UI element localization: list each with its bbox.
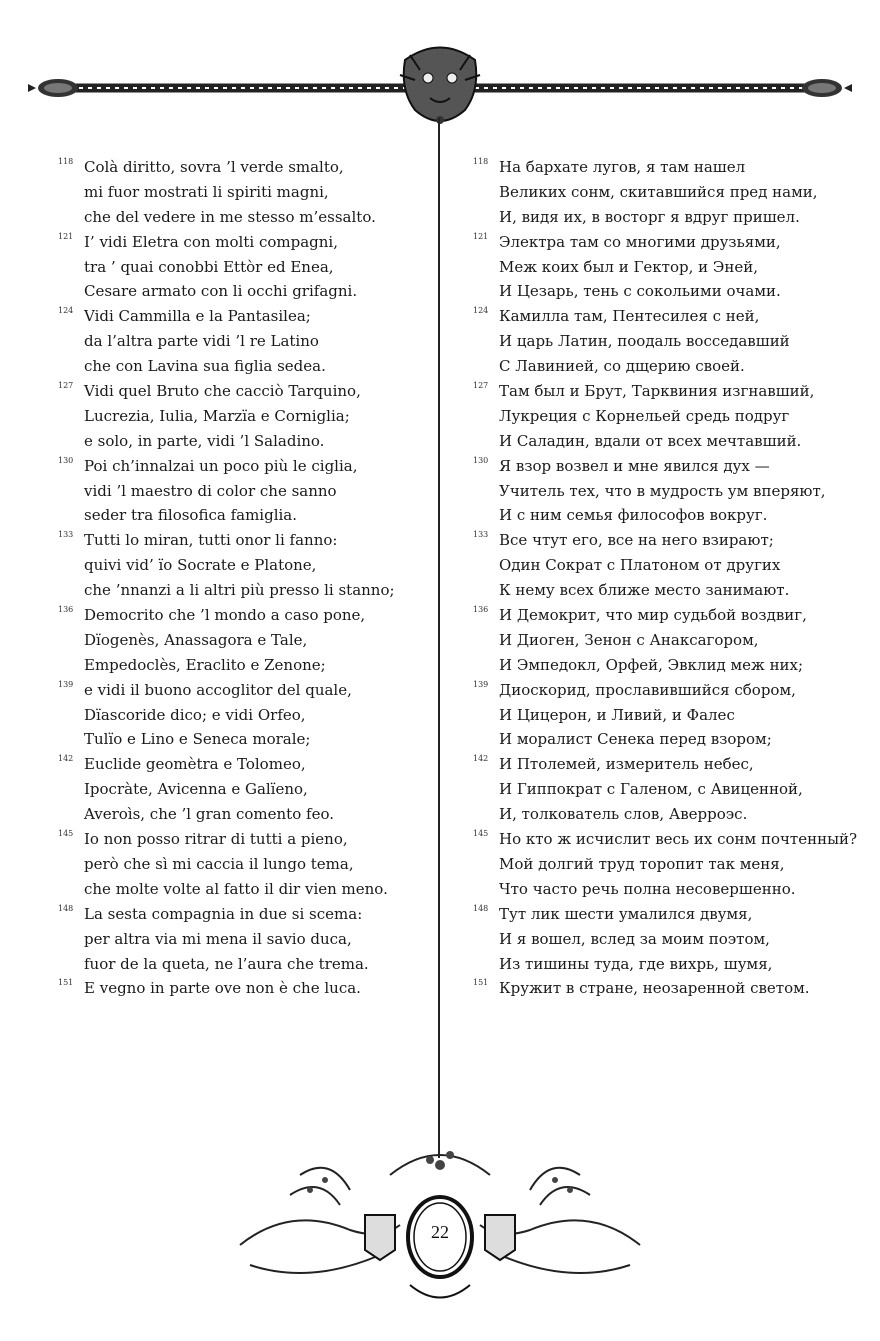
verse-line [473, 603, 853, 628]
verse-line [473, 354, 853, 379]
verse-text: Там был и Брут, Тарквиния изгнавший, [499, 382, 815, 401]
page-number: 22 [431, 1222, 449, 1242]
verse-text: Что часто речь полна несовершенно. [499, 879, 796, 898]
header-ornament [0, 40, 880, 140]
verse-text: И Цицерон, и Ливий, и Фалес [499, 705, 735, 724]
line-number: 139 [58, 679, 74, 689]
verse-line [473, 802, 853, 827]
verse-line [58, 205, 418, 230]
verse-text: e vidi il buono accoglitor del quale, [84, 680, 352, 699]
line-number: 145 [473, 829, 489, 839]
verse-text: che ’nnanzi a li altri più presso li stanno; [84, 581, 395, 600]
verse-text: Euclide geomètra e Tolomeo, [84, 755, 306, 774]
line-number: 139 [473, 679, 489, 689]
verse-line [473, 678, 853, 703]
line-number: 121 [58, 231, 74, 241]
verse-text: И Эмпедокл, Орфей, Эвклид меж них; [499, 655, 804, 674]
verse-line [58, 952, 418, 977]
verse-text: da l’altra parte vidi ’l re Latino [84, 332, 319, 351]
verse-text: Averoìs, che ’l gran comento feo. [84, 805, 334, 824]
verse-line [58, 279, 418, 304]
line-number: 148 [473, 903, 489, 913]
line-number: 127 [473, 381, 489, 391]
verse-text: La sesta compagnia in due si scema: [84, 904, 363, 923]
verse-line [473, 852, 853, 877]
russian-text-column [473, 155, 858, 1001]
verse-line [58, 628, 418, 653]
verse-text: Tulïo e Lino e Seneca morale; [84, 730, 311, 749]
verse-text: Colà diritto, sovra ’l verde smalto, [84, 158, 344, 176]
verse-text: Empedoclès, Eraclito e Zenone; [84, 655, 326, 674]
verse-line [58, 454, 418, 479]
verse-text: Но кто ж исчислит весь их сонм почтенный? [499, 830, 858, 849]
verse-line [58, 877, 418, 902]
verse-text: mi fuor mostrati li spiriti magni, [84, 182, 329, 201]
verse-line [473, 329, 853, 354]
verse-text: Tutti lo miran, tutti onor li fanno: [84, 531, 338, 550]
verse-line [473, 927, 853, 952]
verse-line [58, 802, 418, 827]
verse-line [473, 230, 853, 255]
verse-line [473, 503, 853, 528]
verse-text: Lucrezia, Iulia, Marzïa e Corniglia; [84, 406, 350, 425]
verse-text: И Саладин, вдали от всех мечтавший. [499, 431, 802, 450]
verse-text: Dïogenès, Anassagora e Tale, [84, 630, 308, 649]
verse-text: Poi ch’innalzai un poco più le ciglia, [84, 456, 358, 475]
verse-text: И я вошел, вслед за моим поэтом, [499, 929, 770, 948]
verse-line [473, 180, 853, 205]
line-number: 118 [58, 157, 74, 166]
verse-text: Камилла там, Пентесилея с ней, [499, 307, 760, 326]
line-number: 133 [473, 530, 489, 540]
line-number: 145 [58, 829, 74, 839]
line-number: 151 [473, 978, 489, 988]
verse-text: quivi vid’ ïo Socrate e Platone, [84, 556, 317, 575]
line-number: 142 [58, 754, 74, 764]
line-number: 118 [473, 157, 489, 166]
line-number: 127 [58, 381, 74, 391]
verse-line [58, 304, 418, 329]
verse-text: Из тишины туда, где вихрь, шумя, [499, 954, 773, 973]
verse-line [473, 703, 853, 728]
line-number: 136 [473, 605, 489, 615]
verse-line [58, 603, 418, 628]
verse-line [473, 454, 853, 479]
verse-line [58, 528, 418, 553]
verse-text: I’ vidi Eletra con molti compagni, [84, 232, 338, 251]
verse-line [58, 852, 418, 877]
verse-text: vidi ’l maestro di color che sanno [84, 481, 337, 500]
verse-text: Dïascoride dico; e vidi Orfeo, [84, 705, 306, 724]
verse-text: Vidi quel Bruto che cacciò Tarquino, [84, 382, 361, 401]
verse-text: На бархате лугов, я там нашел [499, 158, 746, 176]
verse-line [58, 927, 418, 952]
verse-text: Меж коих был и Гектор, и Эней, [499, 257, 758, 276]
verse-line [473, 528, 853, 553]
verse-line [473, 479, 853, 504]
verse-text: che del vedere in me stesso m’essalto. [84, 207, 376, 226]
verse-line [58, 255, 418, 280]
verse-text: e solo, in parte, vidi ’l Saladino. [84, 431, 325, 450]
verse-line [473, 628, 853, 653]
verse-line [58, 752, 418, 777]
line-number: 121 [473, 231, 489, 241]
line-number: 142 [473, 754, 489, 764]
verse-line [58, 354, 418, 379]
verse-text: Электра там со многими друзьями, [499, 232, 781, 251]
lion-mask-icon [400, 48, 480, 125]
verse-text: Лукреция с Корнельей средь подруг [499, 406, 790, 425]
verse-text: Тут лик шести умалился двумя, [499, 904, 753, 923]
verse-text: И Гиппократ с Галеном, с Авиценной, [499, 780, 803, 799]
verse-text: И Птолемей, измеритель небес, [499, 755, 754, 774]
verse-text: И Цезарь, тень с сокольими очами. [499, 282, 781, 301]
verse-line [473, 304, 853, 329]
verse-text: Диоскорид, прославившийся сбором, [499, 680, 796, 699]
right-finial-icon [802, 79, 852, 97]
verse-text: Democrito che ’l mondo a caso pone, [84, 606, 366, 625]
line-number: 133 [58, 530, 74, 540]
verse-text: И Демокрит, что мир судьбой воздвиг, [499, 606, 807, 625]
verse-text: fuor de la queta, ne l’aura che trema. [84, 954, 369, 973]
verse-line [473, 429, 853, 454]
verse-line [473, 379, 853, 404]
line-number: 124 [473, 306, 489, 316]
verse-line [473, 653, 853, 678]
verse-line [58, 777, 418, 802]
verse-text: che molte volte al fatto il dir vien meno. [84, 879, 388, 898]
verse-text: però che sì mi caccia il lungo tema, [84, 854, 354, 873]
verse-line [58, 379, 418, 404]
verse-text: И с ним семья философов вокруг. [499, 506, 768, 525]
verse-text: seder tra filosofica famiglia. [84, 506, 298, 525]
verse-text: Cesare armato con li occhi grifagni. [84, 282, 358, 301]
verse-text: И царь Латин, поодаль восседавший [499, 332, 790, 351]
verse-text: Vidi Cammilla e la Pantasilea; [84, 307, 311, 326]
verse-line [473, 877, 853, 902]
verse-line [58, 553, 418, 578]
verse-text: tra ’ quai conobbi Ettòr ed Enea, [84, 257, 334, 276]
verse-text: Все чтут его, все на него взирают; [499, 531, 774, 550]
line-number: 124 [58, 306, 74, 316]
line-number: 148 [58, 903, 74, 913]
verse-line [473, 827, 858, 852]
verse-line [58, 653, 418, 678]
verse-text: И Диоген, Зенон с Анаксагором, [499, 630, 759, 649]
verse-line [473, 952, 853, 977]
verse-text: Ipocràte, Avicenna e Galïeno, [84, 780, 308, 799]
verse-line [58, 180, 418, 205]
verse-line [58, 976, 418, 1001]
italian-text-column [58, 155, 418, 1001]
left-finial-icon [28, 79, 78, 97]
verse-line [473, 255, 853, 280]
verse-line [473, 727, 853, 752]
verse-line [58, 678, 418, 703]
verse-line [58, 827, 418, 852]
verse-line [58, 703, 418, 728]
verse-text: E vegno in parte ove non è che luca. [84, 979, 361, 998]
verse-text: И, видя их, в восторг я вдруг пришел. [499, 207, 800, 226]
verse-line [473, 976, 853, 1001]
verse-line [473, 404, 853, 429]
verse-line [473, 553, 853, 578]
column-divider [438, 118, 440, 1158]
verse-line [58, 902, 418, 927]
verse-line [473, 578, 853, 603]
verse-text: Учитель тех, что в мудрость ум вперяют, [499, 481, 826, 500]
verse-line [473, 777, 853, 802]
verse-text: К нему всех ближе место занимают. [499, 581, 790, 600]
verse-line [58, 727, 418, 752]
verse-text: И, толкователь слов, Аверроэс. [499, 805, 748, 824]
verse-line [58, 578, 418, 603]
verse-line [473, 902, 853, 927]
verse-text: И моралист Сенека перед взором; [499, 730, 772, 749]
verse-text: С Лавинией, со дщерию своей. [499, 357, 745, 376]
verse-line [58, 230, 418, 255]
line-number: 151 [58, 978, 74, 988]
verse-text: che con Lavina sua figlia sedea. [84, 357, 326, 376]
verse-text: Io non posso ritrar di tutti a pieno, [84, 830, 348, 849]
verse-line [58, 479, 418, 504]
verse-line [58, 404, 418, 429]
verse-line [473, 279, 853, 304]
line-number: 136 [58, 605, 74, 615]
verse-line [58, 155, 418, 180]
verse-line [58, 329, 418, 354]
verse-line [473, 155, 853, 180]
verse-line [473, 752, 853, 777]
line-number: 130 [473, 455, 489, 465]
verse-line [58, 429, 418, 454]
verse-text: Я взор возвел и мне явился дух — [499, 456, 770, 475]
verse-line [58, 503, 418, 528]
verse-line [473, 205, 853, 230]
verse-text: Мой долгий труд торопит так меня, [499, 854, 785, 873]
verse-text: per altra via mi mena il savio duca, [84, 929, 352, 948]
line-number: 130 [58, 455, 74, 465]
verse-text: Один Сократ с Платоном от других [499, 556, 781, 575]
verse-text: Великих сонм, скитавшийся пред нами, [499, 182, 818, 201]
verse-text: Кружит в стране, неозаренной светом. [499, 979, 810, 998]
